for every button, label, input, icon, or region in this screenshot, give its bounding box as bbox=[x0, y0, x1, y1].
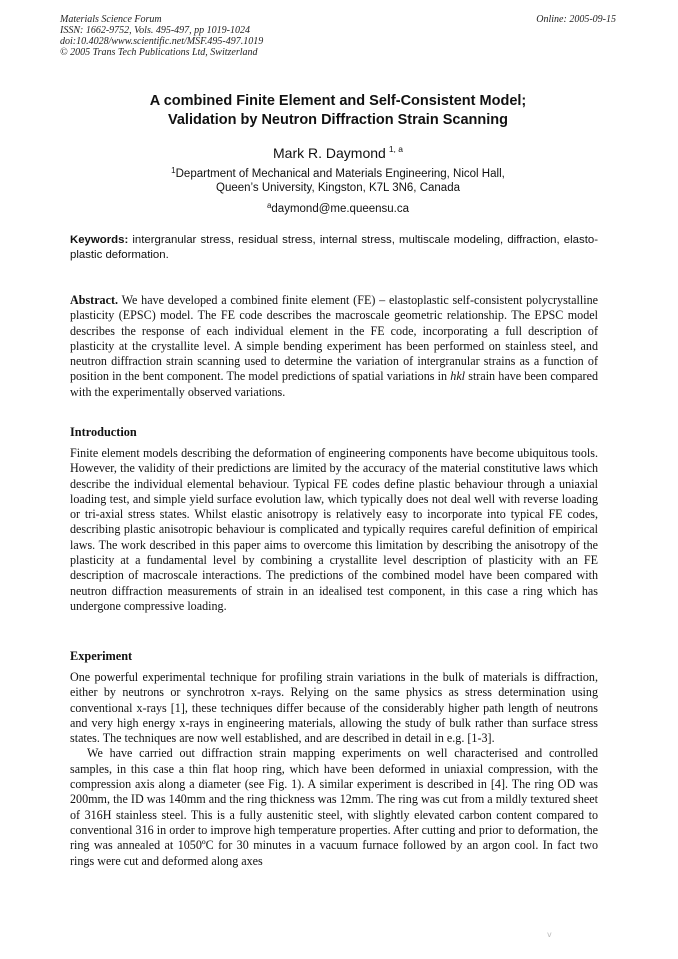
affiliation-line-1: Department of Mechanical and Materials Engineering, Nicol Hall, bbox=[175, 168, 505, 180]
author-line bbox=[60, 141, 616, 161]
abstract-hkl: hkl bbox=[450, 369, 466, 384]
author-email bbox=[60, 199, 616, 216]
keywords-label: Keywords: bbox=[70, 234, 129, 246]
experiment-paragraph-2: We have carried out diffraction strain mapping experiments on well characterised and controlled samples, in this case a thin flat hoop ring, which have been deformed in uniaxial compression, with the compression axis along a diameter (see Fig. 1). A similar experiment is described in [4]. The ring OD was 200mm, the ID was 140mm and the ring thickness was 12mm. The ring was cut from a mildly textured sheet of 316H stainless steel. This is a fully austenitic steel, with slightly elevated carbon content compared to conventional 316 in order to improve high temperature properties. After cutting and prior to deformation, the ring was annealed at 1050ºC for 30 minutes in a vacuum furnace followed by an argon cool. In fact two rings were cut and deformed along axes bbox=[70, 746, 598, 868]
journal-issn: ISSN: 1662-9752, Vols. 495-497, pp 1019-1024 bbox=[60, 25, 250, 36]
experiment-heading: Experiment bbox=[70, 649, 133, 663]
author-superscript: 1, a bbox=[388, 144, 403, 154]
title-line-2: Validation by Neutron Diffraction Strain Scanning bbox=[168, 112, 508, 128]
journal-header bbox=[60, 14, 616, 58]
paper-title bbox=[60, 92, 616, 130]
introduction-paragraph: Finite element models describing the deformation of engineering components have become ubiquitous tools. However, the validity of their predictions are limited by the accuracy of the material constitutive laws which describe the individual elemental behaviour. Typical FE codes define plastic behaviour through a uniaxial loading test, and simple yield surface evolution law, which typically does not deal well with reverse loading or tri-axial stress states. Whilst elastic anisotropy is relatively easy to incorporate into typical FE codes, describing plastic anisotropic behaviour is complicated and typically requires careful definition of empirical laws. The work described in this paper aims to overcome this limitation by describing the anisotropy of the plasticity at a fundamental level by combining a crystallite level description of plasticity with an FE description of macroscale interactions. The predictions of the combined model have been compared with neutron diffraction measurements of strain in an idealised test component, in this case a ring which has undergone compressive loading. bbox=[70, 446, 598, 613]
affiliation bbox=[60, 164, 616, 195]
journal-doi: doi:10.4028/www.scientific.net/MSF.495-497.1019 bbox=[60, 36, 264, 47]
experiment-section bbox=[70, 649, 598, 869]
abstract-text-b: strain have been compared with the experimentally observed variations. bbox=[70, 369, 598, 399]
keywords-text: intergranular stress, residual stress, internal stress, multiscale modeling, diffraction, elasto-plastic deformation. bbox=[70, 234, 598, 261]
affiliation-superscript: 1 bbox=[171, 166, 176, 175]
journal-copyright: © 2005 Trans Tech Publications Ltd, Switzerland bbox=[60, 47, 258, 58]
footer-mark: v bbox=[547, 930, 552, 939]
email-address: daymond@me.queensu.ca bbox=[271, 203, 410, 215]
online-date: Online: 2005-09-15 bbox=[536, 14, 616, 25]
affiliation-line-2: Queen’s University, Kingston, K7L 3N6, Canada bbox=[216, 182, 460, 194]
keywords bbox=[70, 233, 598, 262]
journal-name: Materials Science Forum bbox=[60, 14, 162, 25]
abstract-label: Abstract. bbox=[70, 293, 119, 307]
email-superscript: a bbox=[266, 201, 272, 210]
abstract bbox=[70, 293, 598, 400]
author-name: Mark R. Daymond bbox=[273, 145, 386, 161]
title-line-1: A combined Finite Element and Self-Consistent Model; bbox=[149, 93, 527, 109]
introduction-heading: Introduction bbox=[70, 425, 137, 439]
experiment-paragraph-1: One powerful experimental technique for profiling strain variations in the bulk of materials is diffraction, either by neutrons or synchrotron x-rays. Relying on the same physics as stress determination using conventional x-rays [1], these techniques differ because of the considerably higher path length of neutrons and very high energy x-rays in engineering materials, allowing the study of bulk rather than surface stress states. The techniques are now well established, and are described in detail in e.g. [1-3]. bbox=[70, 670, 598, 746]
introduction-section bbox=[70, 425, 598, 614]
abstract-text-a: We have developed a combined finite element (FE) – elastoplastic self-consistent polycrystalline plasticity (EPSC) model. The FE code describes the macroscale geometric relationship. The EPSC model describes the response of each individual element in the FE code, incorporating a full description of plasticity at the crystallite level. A simple bending experiment has been performed on stainless steel, and neutron diffraction strain scanning used to determine the variation of intergranular strains as a function of position in the bent component. The model predictions of spatial variations in bbox=[70, 293, 598, 384]
